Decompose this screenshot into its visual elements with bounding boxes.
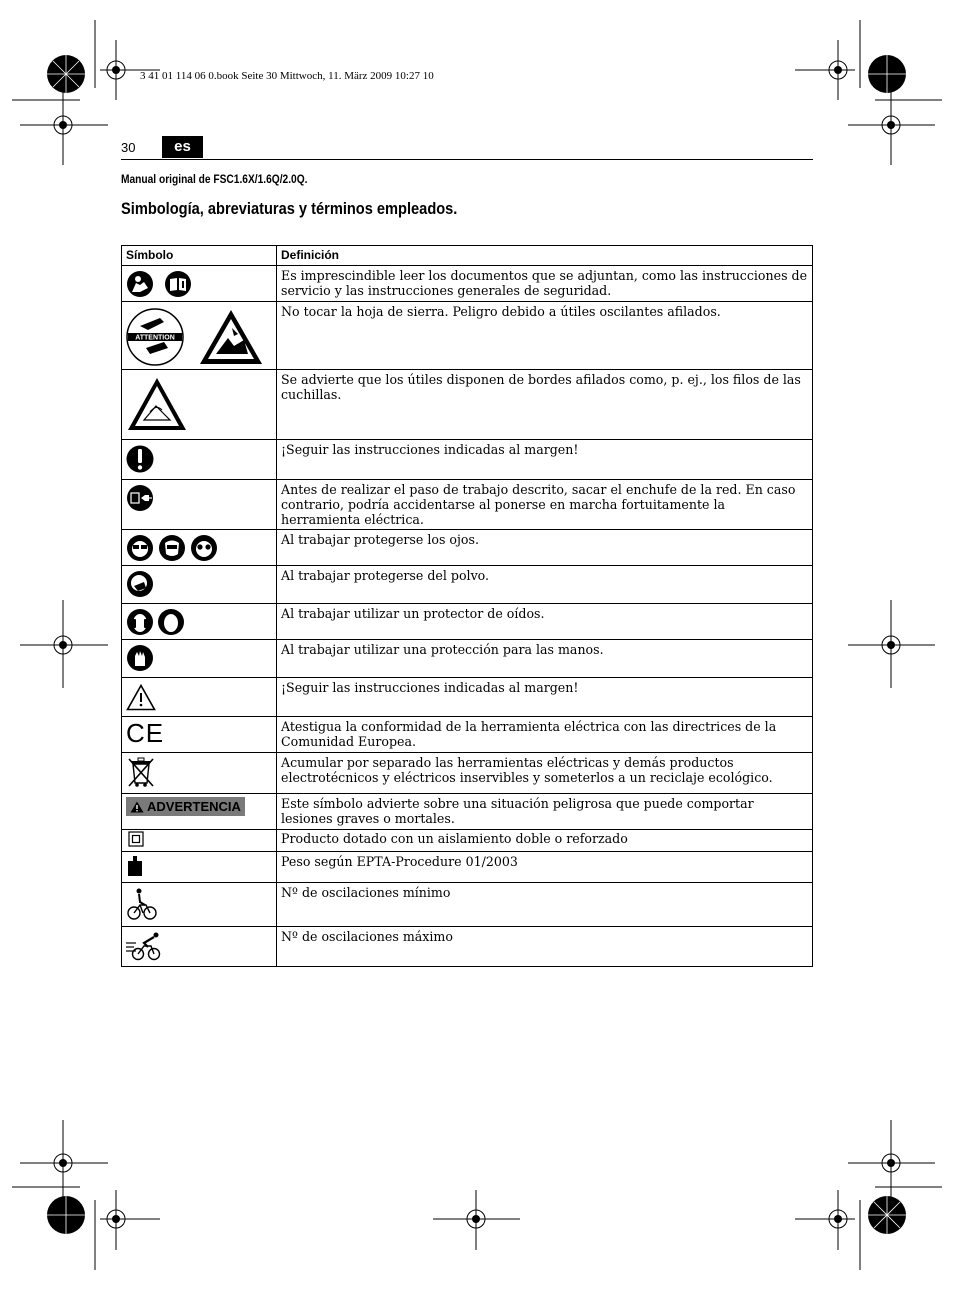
table-row: [122, 852, 813, 883]
table-row: [122, 302, 813, 370]
table-row: [122, 266, 813, 302]
definition-cell: Producto dotado con un aislamiento doble o reforzado: [277, 830, 813, 852]
general-warning-icon: [126, 684, 156, 711]
book-info-icon: [164, 270, 192, 298]
ear-protection-alt-icon: [157, 608, 185, 636]
eye-protection-icon: [190, 534, 218, 562]
table-row: [122, 640, 813, 678]
language-tab: es: [162, 136, 203, 158]
definition-cell: ¡Seguir las instrucciones indicadas al margen!: [277, 440, 813, 480]
weee-bin-icon: [126, 756, 156, 788]
column-header-symbol: Símbolo: [122, 246, 277, 266]
definition-cell: Antes de realizar el paso de trabajo descrito, sacar el enchufe de la red. En caso contrario, podría accidentarse al ponerse en marcha fortuitamente la herramienta eléctrica.: [277, 480, 813, 530]
manual-subtitle: Manual original de FSC1.6X/1.6Q/2.0Q.: [121, 172, 308, 186]
definition-cell: Nº de oscilaciones máximo: [277, 927, 813, 967]
table-header-row: [122, 246, 813, 266]
print-slug: 3 41 01 114 06 0.book Seite 30 Mittwoch, 11. März 2009 10:27 10: [140, 70, 434, 82]
table-row: [122, 794, 813, 830]
table-row: [122, 440, 813, 480]
table-row: [122, 717, 813, 753]
table-row: [122, 530, 813, 566]
unplug-icon: [126, 484, 154, 512]
table-row: [122, 480, 813, 530]
attention-label: ATTENTION: [135, 334, 175, 342]
definition-cell: Este símbolo advierte sobre una situación peligrosa que puede comportar lesiones graves o mortales.: [277, 794, 813, 830]
table-row: [122, 370, 813, 440]
slow-cyclist-icon: [126, 887, 158, 921]
definition-cell: Acumular por separado las herramientas eléctricas y demás productos electrotécnicos y eléctricos inservibles y someterlos a un reciclaje ecológico.: [277, 753, 813, 794]
table-row: [122, 830, 813, 852]
read-manual-icon: [126, 270, 154, 298]
definition-cell: Al trabajar utilizar un protector de oídos.: [277, 604, 813, 640]
fast-cyclist-icon: [126, 931, 164, 961]
safety-goggles-icon: [126, 534, 154, 562]
advertencia-label: ADVERTENCIA: [147, 799, 241, 814]
definition-cell: No tocar la hoja de sierra. Peligro debido a útiles oscilantes afilados.: [277, 302, 813, 370]
definition-cell: Atestigua la conformidad de la herramienta eléctrica con las directrices de la Comunidad Europea.: [277, 717, 813, 753]
definition-cell: Es imprescindible leer los documentos que se adjuntan, como las instrucciones de servicio y las instrucciones generales de seguridad.: [277, 266, 813, 302]
section-heading: Simbología, abreviaturas y términos empleados.: [121, 199, 458, 218]
page-number: 30: [121, 140, 136, 155]
advertencia-badge-icon: [126, 797, 245, 816]
definition-cell: Al trabajar utilizar una protección para las manos.: [277, 640, 813, 678]
table-row: [122, 566, 813, 604]
header-rule: [121, 159, 813, 160]
face-shield-icon: [158, 534, 186, 562]
sharp-edges-warning-icon: [126, 376, 188, 432]
definition-cell: Se advierte que los útiles disponen de bordes afilados como, p. ej., los filos de las cuchillas.: [277, 370, 813, 440]
column-header-definition: Definición: [277, 246, 813, 266]
attention-no-touch-blade-icon: [126, 308, 184, 366]
symbol-table: [121, 245, 813, 967]
sharp-blade-warning-icon: [198, 308, 264, 366]
table-row: [122, 883, 813, 927]
definition-cell: Nº de oscilaciones mínimo: [277, 883, 813, 927]
definition-cell: Al trabajar protegerse los ojos.: [277, 530, 813, 566]
weight-icon: [126, 855, 144, 877]
warning-triangle-icon: [130, 801, 144, 813]
gloves-icon: [126, 644, 154, 672]
table-row: [122, 927, 813, 967]
table-row: [122, 678, 813, 717]
dust-mask-icon: [126, 570, 154, 598]
table-row: [122, 604, 813, 640]
table-row: [122, 753, 813, 794]
ce-mark-icon: CE: [126, 718, 165, 748]
double-insulation-icon: [128, 831, 144, 847]
definition-cell: Al trabajar protegerse del polvo.: [277, 566, 813, 604]
definition-cell: Peso según EPTA-Procedure 01/2003: [277, 852, 813, 883]
exclamation-icon: [126, 444, 154, 474]
definition-cell: ¡Seguir las instrucciones indicadas al margen!: [277, 678, 813, 717]
ear-protection-icon: [126, 608, 154, 636]
